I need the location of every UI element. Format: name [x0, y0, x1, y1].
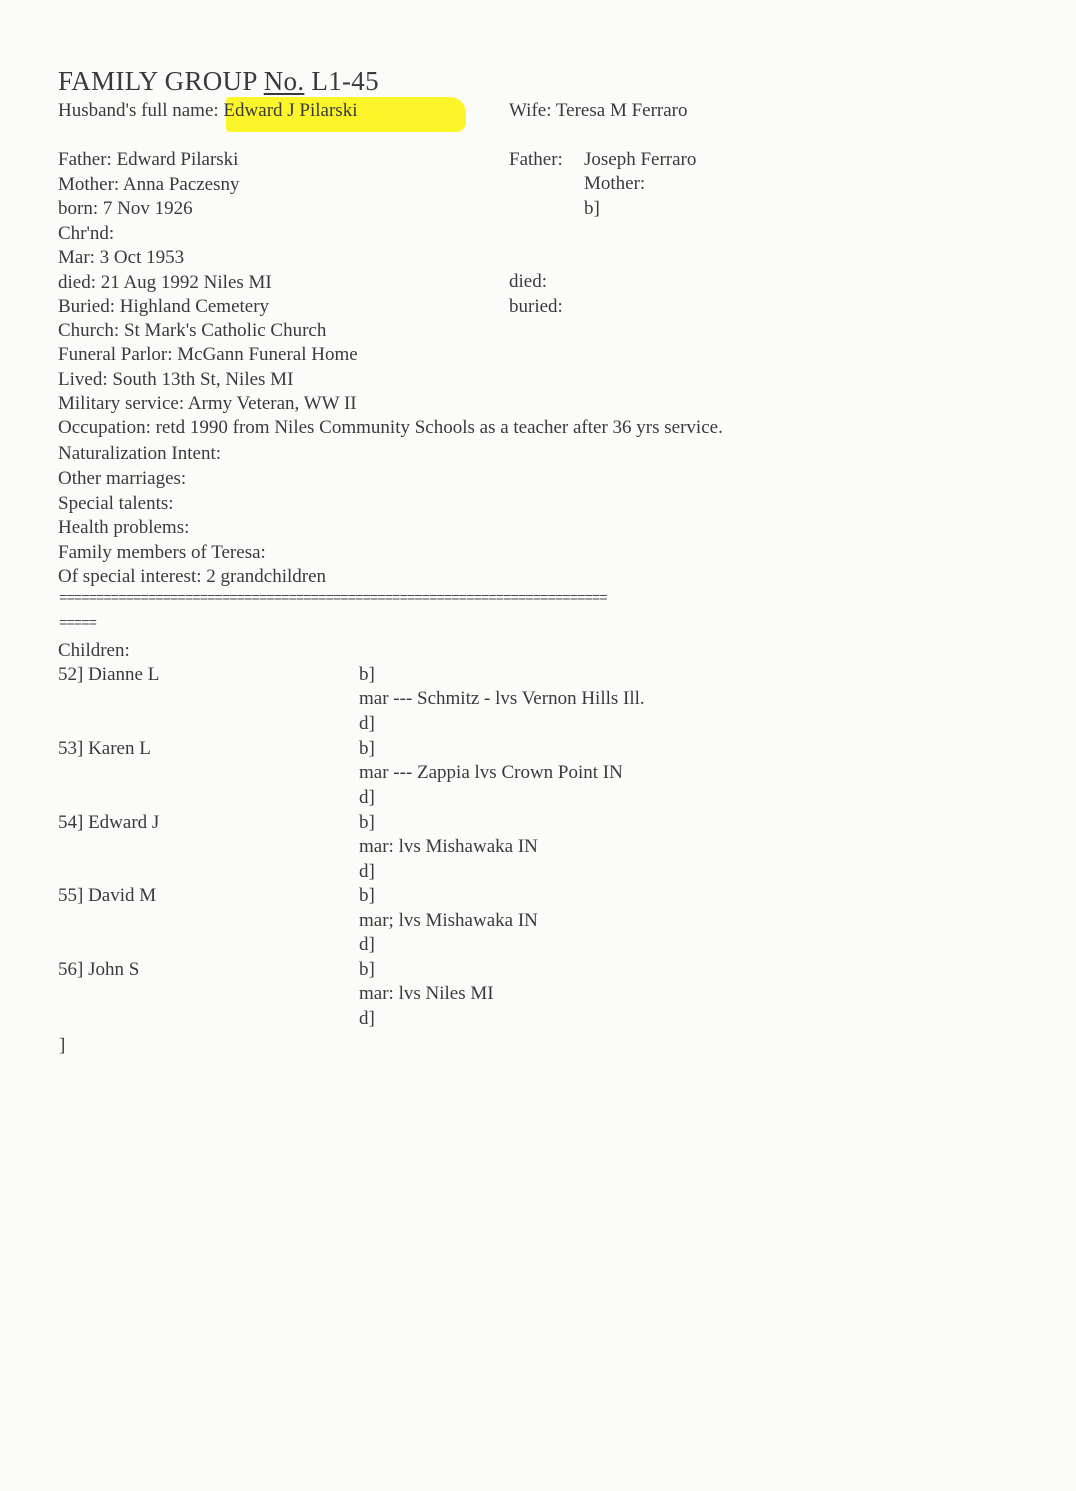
husband-military: Military service: Army Veteran, WW II: [58, 393, 357, 414]
child-name: 56] John S: [58, 959, 140, 980]
child-born: b]: [359, 885, 375, 906]
husband-mother: Mother: Anna Paczesny: [58, 174, 240, 195]
child-died: d]: [359, 787, 375, 808]
husband-died: died: 21 Aug 1992 Niles MI: [58, 272, 272, 293]
marriage-date: Mar: 3 Oct 1953: [58, 247, 185, 268]
child-died: d]: [359, 713, 375, 734]
child-born: b]: [359, 738, 375, 759]
page-title: [58, 66, 379, 96]
separator-line: ==========================================================================: [59, 594, 607, 604]
child-name: 53] Karen L: [58, 738, 151, 759]
wife-mother: Mother:: [584, 173, 646, 194]
husband-name-value: : Edward J Pilarski: [213, 100, 358, 121]
husband-lived: Lived: South 13th St, Niles MI: [58, 369, 294, 390]
child-name: 52] Dianne L: [58, 664, 160, 685]
family-members-of-teresa: Family members of Teresa:: [58, 542, 266, 563]
end-bracket: ]: [59, 1035, 66, 1056]
wife-died: died:: [509, 271, 547, 292]
husband-occupation: Occupation: retd 1990 from Niles Community Schools as a teacher after 36 yrs service.: [58, 417, 723, 438]
children-heading: Children:: [58, 640, 130, 661]
title-suffix: L1-45: [304, 66, 379, 96]
husband-funeral-parlor: Funeral Parlor: McGann Funeral Home: [58, 344, 358, 365]
child-marriage: mar: lvs Mishawaka IN: [359, 836, 538, 857]
other-marriages: Other marriages:: [58, 468, 187, 489]
title-no: No.: [263, 66, 305, 96]
husband-christened: Chr'nd:: [58, 223, 115, 244]
child-born: b]: [359, 959, 375, 980]
husband-church: Church: St Mark's Catholic Church: [58, 320, 327, 341]
health-problems: Health problems:: [58, 517, 190, 538]
child-died: d]: [359, 1008, 375, 1029]
child-name: 54] Edward J: [58, 812, 160, 833]
special-talents: Special talents:: [58, 493, 174, 514]
child-marriage: mar: lvs Niles MI: [359, 983, 494, 1004]
naturalization-intent: Naturalization Intent:: [58, 443, 222, 464]
child-died: d]: [359, 934, 375, 955]
child-marriage: mar --- Zappia lvs Crown Point IN: [359, 762, 623, 783]
child-name: 55] David M: [58, 885, 157, 906]
wife-father-label: Father:: [509, 149, 563, 170]
child-died: d]: [359, 861, 375, 882]
wife-born: b]: [584, 198, 600, 219]
child-born: b]: [359, 812, 375, 833]
husband-father: Father: Edward Pilarski: [58, 149, 239, 170]
husband-born: born: 7 Nov 1926: [58, 198, 193, 219]
title-prefix: FAMILY GROUP: [58, 66, 264, 96]
husband-name-label: Husband's full name: [58, 100, 214, 121]
wife-father-name: Joseph Ferraro: [584, 149, 697, 170]
special-interest: Of special interest: 2 grandchildren: [58, 566, 327, 587]
child-marriage: mar --- Schmitz - lvs Vernon Hills Ill.: [359, 688, 645, 709]
separator-tail: =====: [59, 619, 97, 629]
child-born: b]: [359, 664, 375, 685]
husband-name-line: [58, 100, 357, 122]
child-marriage: mar; lvs Mishawaka IN: [359, 910, 538, 931]
husband-buried: Buried: Highland Cemetery: [58, 296, 270, 317]
wife-buried: buried:: [509, 296, 563, 317]
wife-name-line: Wife: Teresa M Ferraro: [509, 100, 688, 121]
